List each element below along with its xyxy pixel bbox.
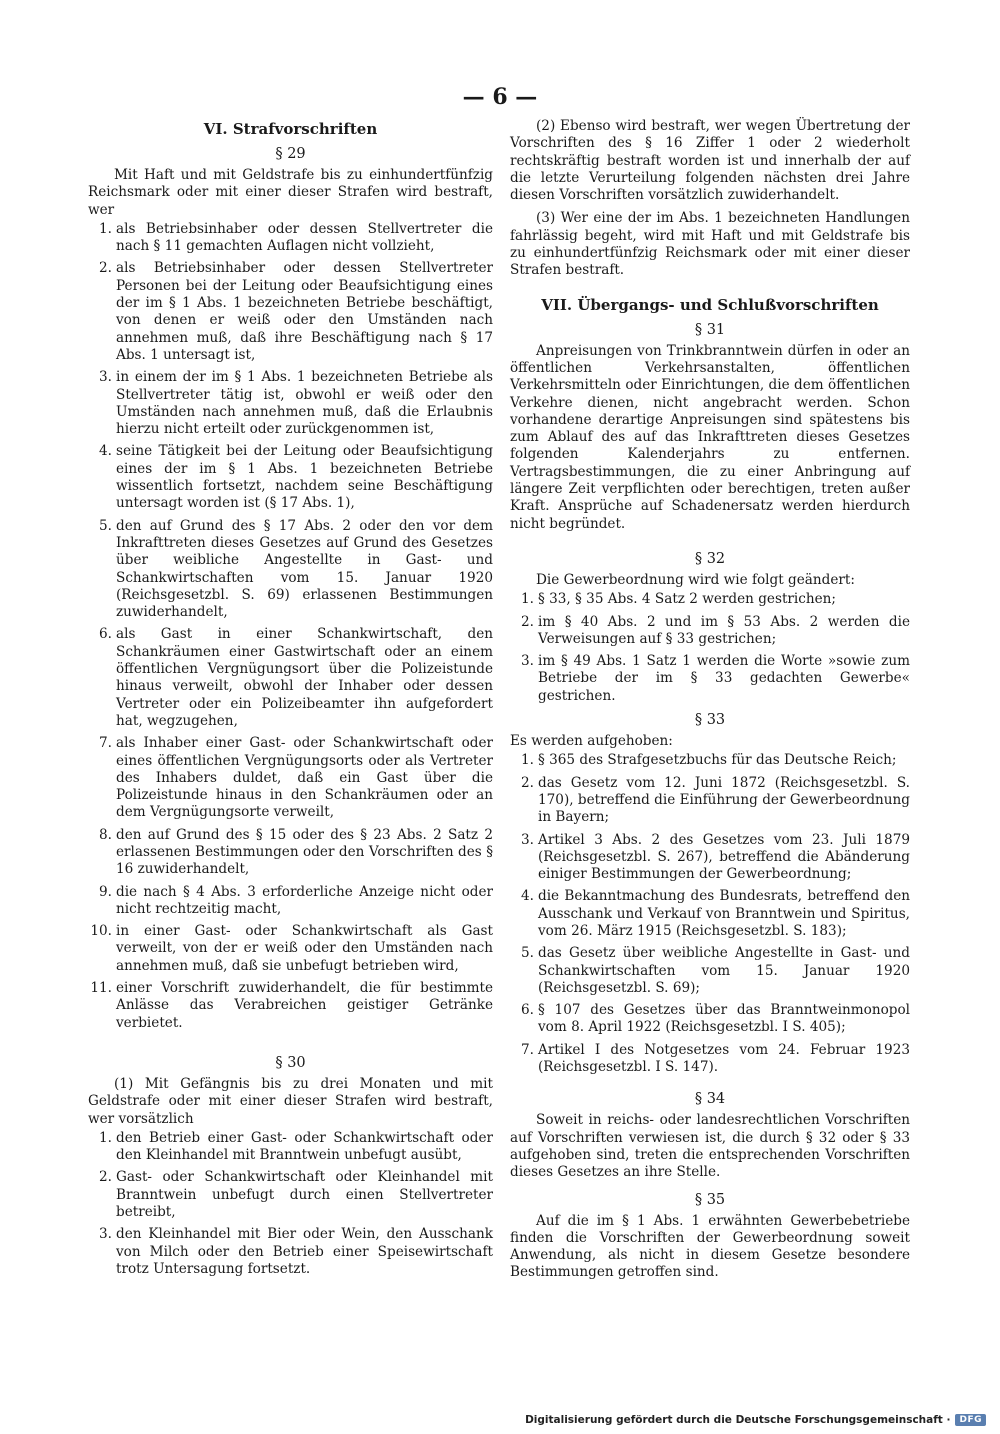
dfg-logo: DFG <box>955 1414 986 1426</box>
item-text: Artikel 3 Abs. 2 des Gesetzes vom 23. Juli 1879 (Reichsgesetzbl. S. 267), betreffend die Abänderung einiger Bestimmungen der Gewerbeordnung; <box>538 831 910 883</box>
list-item <box>88 923 493 975</box>
list-item <box>510 832 910 884</box>
list-item <box>88 221 493 256</box>
list-item <box>88 1226 493 1278</box>
paragraph-number-29: § 29 <box>275 146 306 162</box>
paragraph-number-34: § 34 <box>694 1091 726 1108</box>
item-number: 2. <box>521 774 534 791</box>
paragraph-number-33: § 33 <box>694 712 726 729</box>
paragraph-32-intro: Die Gewerbeordnung wird wie folgt geändert: <box>536 571 855 588</box>
item-text: als Betriebsinhaber oder dessen Stellvertreter Personen bei der Leitung oder Beaufsichtigung eines der im § 1 Abs. 1 bezeichneten Betriebe beschäftigt, von denen er weiß oder den Umständen nach annehmen muß, daß ihre Beschäftigung nach § 17 Abs. 1 untersagt ist, <box>116 260 493 363</box>
list-item <box>510 614 910 649</box>
section-title-vi: VI. Strafvorschriften <box>203 120 378 138</box>
paragraph-number-30: § 30 <box>275 1054 306 1071</box>
list-item <box>88 980 493 1032</box>
item-text: in einer Gast- oder Schankwirtschaft als Gast verweilt, von der er weiß oder den Umständen nach annehmen muß, daß sie unbefugt betrieben wird, <box>116 923 493 974</box>
item-number: 1. <box>521 752 534 769</box>
item-text: den Kleinhandel mit Bier oder Wein, den Ausschank von Milch oder den Betrieb einer Speisewirtschaft trotz Untersagung fortsetzt. <box>116 1226 493 1277</box>
list-item <box>88 884 493 919</box>
list-item <box>510 653 910 705</box>
item-number: 5. <box>521 945 534 962</box>
item-number: 7. <box>521 1041 534 1058</box>
list-item <box>510 775 910 827</box>
item-text: im § 40 Abs. 2 und im § 53 Abs. 2 werden die Verweisungen auf § 33 gestrichen; <box>538 613 910 647</box>
right-column <box>510 118 910 1282</box>
paragraph-number-32: § 32 <box>694 550 726 567</box>
item-text: im § 49 Abs. 1 Satz 1 werden die Worte »sowie zum Betriebe der im § 33 gedachten Gewerbe« gestrichen. <box>538 653 910 704</box>
item-text: den auf Grund des § 15 oder des § 23 Abs. 2 Satz 2 erlassenen Bestimmungen oder den Vorschriften des § 16 zuwiderhandelt, <box>116 826 493 878</box>
paragraph-29-list <box>88 221 493 1032</box>
list-item <box>88 518 493 622</box>
paragraph-33-intro: Es werden aufgehoben: <box>510 733 673 750</box>
list-item <box>88 735 493 821</box>
item-number: 4. <box>521 888 534 905</box>
item-number: 6. <box>99 626 112 643</box>
item-text: in einem der im § 1 Abs. 1 bezeichneten Betriebe als Stellvertreter tätig ist, obwohl er weiß oder den Umständen nach annehmen muß, daß die Erlaubnis hierzu nicht erteilt oder zurückgenommen ist, <box>116 369 493 438</box>
footer-credit <box>525 1414 986 1426</box>
item-text: als Gast in einer Schankwirtschaft, den Schankräumen einer Gastwirtschaft oder an einem öffentlichen Vergnügungsort über die Polizeistunde hinaus verweilt, obwohl der Inhaber oder dessen Vertreter oder ein Polizeibeamter ihn aufgefordert hat, wegzugehen, <box>116 626 493 729</box>
list-item <box>510 1042 910 1077</box>
list-item <box>510 752 910 769</box>
item-text: die Bekanntmachung des Bundesrats, betreffend den Ausschank und Verkauf von Branntwein und Spiritus, vom 26. März 1915 (Reichsgesetzbl. S. 183); <box>538 888 910 939</box>
paragraph-30-intro: (1) Mit Gefängnis bis zu drei Monaten und mit Geldstrafe oder mit einer dieser Strafen wird bestraft, wer vorsätzlich <box>88 1075 493 1127</box>
paragraph-number-31: § 31 <box>694 321 726 338</box>
paragraph-30-list <box>88 1130 493 1278</box>
list-item <box>88 1130 493 1165</box>
item-text: als Inhaber einer Gast- oder Schankwirtschaft oder eines öffentlichen Vergnügungsorts oder als Vertreter des Inhabers duldet, daß ein Gast über die Polizeistunde hinaus in den Schankräumen oder an dem Vergnügungsorte verweilt, <box>116 735 493 821</box>
paragraph-30-abs3: (3) Wer eine der im Abs. 1 bezeichneten Handlungen fahrlässig begeht, wird mit Haft und mit Geldstrafe bis zu einhundertfünfzig Reichsmark oder mit einer dieser Strafen bestraft. <box>510 210 910 279</box>
item-number: 6. <box>521 1002 534 1019</box>
left-column <box>88 118 493 1283</box>
paragraph-35-text: Auf die im § 1 Abs. 1 erwähnten Gewerbebetriebe finden die Vorschriften der Gewerbeordnung soweit Anwendung, als nicht in diesem Gesetze besondere Bestimmungen getroffen sind. <box>510 1212 910 1281</box>
item-text: seine Tätigkeit bei der Leitung oder Beaufsichtigung eines der im § 1 Abs. 1 bezeichneten Betriebe wissentlich fortsetzt, nachdem seine Beschäftigung untersagt worden ist (§ 17 Abs. 1), <box>116 443 493 512</box>
item-number: 2. <box>521 613 534 630</box>
list-item <box>510 591 910 608</box>
item-text: das Gesetz über weibliche Angestellte in Gast- und Schankwirtschaften vom 15. Januar 1920 (Reichsgesetzbl. S. 69); <box>538 945 910 996</box>
item-number: 3. <box>99 1226 112 1243</box>
paragraph-31-text: Anpreisungen von Trinkbranntwein dürfen in oder an öffentlichen Verkehrsanstalten, öffentlichen Verkehrsmitteln oder Einrichtungen, die dem öffentlichen Verkehre dienen, nicht angebracht werden. Schon vorhandene derartige Anpreisungen sind spätestens bis zum Ablauf des auf das Inkrafttreten dieses Gesetzes folgenden Kalenderjahrs zu entfernen. Vertragsbestimmungen, die zu einer Anbringung auf längere Zeit verpflichten oder berechtigen, treten außer Kraft. Ansprüche auf Schadenersatz werden hierdurch nicht begründet. <box>510 342 910 532</box>
item-text: den Betrieb einer Gast- oder Schankwirtschaft oder den Kleinhandel mit Branntwein unbefugt ausübt, <box>116 1129 493 1164</box>
item-text: § 33, § 35 Abs. 4 Satz 2 werden gestrichen; <box>538 591 837 608</box>
item-number: 3. <box>99 369 112 386</box>
item-text: § 107 des Gesetzes über das Branntweinmonopol vom 8. April 1922 (Reichsgesetzbl. I S. 405); <box>538 1002 910 1036</box>
item-text: einer Vorschrift zuwiderhandelt, die für bestimmte Anlässe das Verabreichen geistiger Getränke verbietet. <box>116 980 493 1031</box>
footer-text: Digitalisierung gefördert durch die Deutsche Forschungsgemeinschaft · <box>525 1414 951 1426</box>
paragraph-29-intro: Mit Haft und mit Geldstrafe bis zu einhundertfünfzig Reichsmark oder mit einer dieser Strafen wird bestraft, wer <box>88 167 493 218</box>
item-number: 3. <box>521 653 534 670</box>
item-text: das Gesetz vom 12. Juni 1872 (Reichsgesetzbl. S. 170), betreffend die Einführung der Gewerbeordnung in Bayern; <box>538 774 910 826</box>
paragraph-number-35: § 35 <box>694 1191 726 1208</box>
page-number: — 6 — <box>462 84 538 110</box>
item-number: 2. <box>99 260 112 277</box>
item-text: Artikel I des Notgesetzes vom 24. Februar 1923 (Reichsgesetzbl. I S. 147). <box>538 1041 910 1076</box>
list-item <box>88 260 493 364</box>
list-item <box>510 888 910 940</box>
item-number: 5. <box>99 517 112 534</box>
item-number: 4. <box>99 443 112 460</box>
item-text: als Betriebsinhaber oder dessen Stellvertreter die nach § 11 gemachten Auflagen nicht vollzieht, <box>116 220 493 255</box>
list-item <box>510 945 910 997</box>
list-item <box>88 443 493 512</box>
paragraph-32-list <box>510 591 910 705</box>
item-text: Gast- oder Schankwirtschaft oder Kleinhandel mit Branntwein unbefugt durch einen Stellvertreter betreibt, <box>116 1169 493 1221</box>
list-item <box>88 369 493 438</box>
item-text: § 365 des Strafgesetzbuchs für das Deutsche Reich; <box>538 752 897 769</box>
list-item <box>510 1002 910 1037</box>
item-text: die nach § 4 Abs. 3 erforderliche Anzeige nicht oder nicht rechtzeitig macht, <box>116 883 493 917</box>
list-item <box>88 1169 493 1221</box>
item-text: den auf Grund des § 17 Abs. 2 oder den vor dem Inkrafttreten dieses Gesetzes auf Grund des Gesetzes über weibliche Angestellte in Gast- und Schankwirtschaften vom 15. Januar 1920 (Reichsgesetzbl. S. 69) erlassenen Bestimmungen zuwiderhandelt, <box>116 517 493 621</box>
paragraph-33-list <box>510 752 910 1076</box>
section-title-vii: VII. Übergangs- und Schlußvorschriften <box>541 295 879 314</box>
item-number: 1. <box>99 220 112 237</box>
item-number: 3. <box>521 831 534 848</box>
item-number: 9. <box>99 883 112 900</box>
list-item <box>88 827 493 879</box>
item-number: 2. <box>99 1169 112 1186</box>
item-number: 10. <box>90 923 112 940</box>
item-number: 7. <box>99 735 112 752</box>
list-item <box>88 626 493 730</box>
item-number: 1. <box>99 1129 112 1146</box>
item-number: 1. <box>521 591 534 608</box>
item-number: 11. <box>90 980 112 997</box>
item-number: 8. <box>99 826 112 843</box>
paragraph-30-abs2: (2) Ebenso wird bestraft, wer wegen Übertretung der Vorschriften des § 16 Ziffer 1 oder 2 wiederholt rechtskräftig bestraft worden ist und innerhalb der auf die letzte Verurteilung folgenden nächsten drei Jahre diesen Vorschriften vorsätzlich zuwiderhandelt. <box>510 118 910 204</box>
paragraph-34-text: Soweit in reichs- oder landesrechtlichen Vorschriften auf Vorschriften verwiesen ist, die durch § 32 oder § 33 aufgehoben sind, treten die entsprechenden Vorschriften dieses Gesetzes an ihre Stelle. <box>510 1112 910 1181</box>
